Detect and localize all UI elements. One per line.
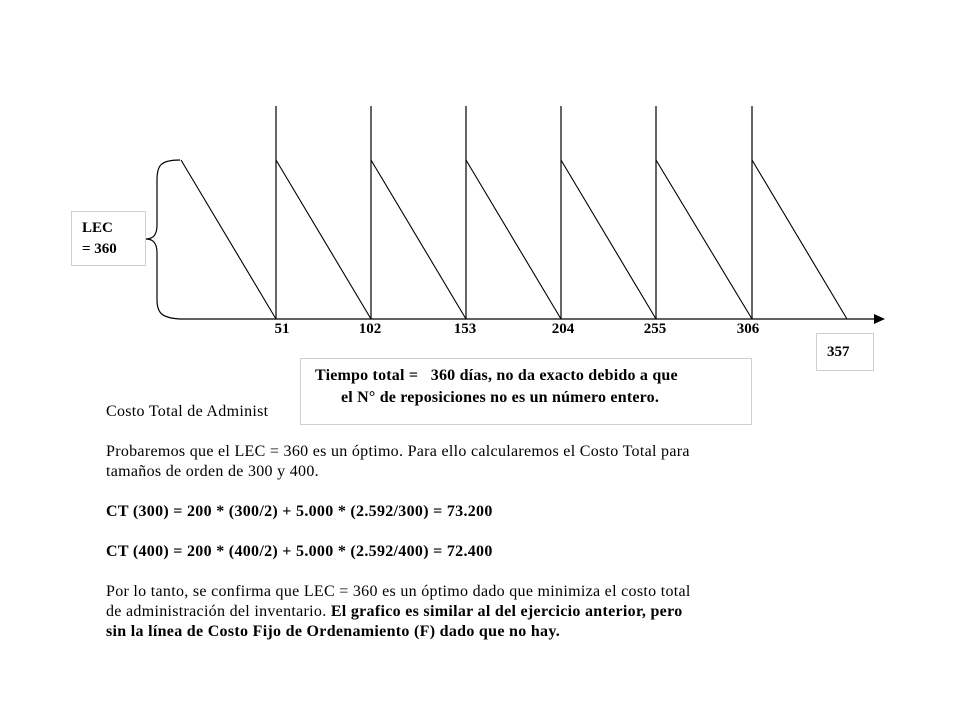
last-tick-box [816,333,874,371]
x-axis-arrow [874,314,885,324]
tick-label: 102 [358,321,382,337]
conclusion-line2-bold: El grafico es similar al del ejercicio anterior, pero [326,603,683,620]
tick-label: 153 [453,321,477,337]
lec-label-box [71,211,146,266]
tick-label: 51 [274,321,290,337]
diagonal-line [371,160,466,319]
conclusion-line2 [106,602,784,622]
conclusion-line3: sin la línea de Costo Fijo de Ordenamiento (F) dado que no hay. [106,623,561,640]
total-time-line2: el N° de reposiciones no es un número entero. [341,389,660,406]
total-time-box [300,358,752,425]
replenishment-lines [276,106,752,319]
lec-label-line1: LEC [82,220,113,236]
intro-paragraph [106,442,784,482]
diagonal-line [752,160,847,319]
conclusion-paragraph [106,582,784,642]
diagonal-line [466,160,561,319]
intro-line2: tamaños de orden de 300 y 400. [106,463,319,480]
diagonal-line [276,160,371,319]
diagonal-line [561,160,656,319]
formula-400-text: CT (400) = 200 * (400/2) + 5.000 * (2.592/400) = 72.400 [106,543,493,560]
intro-line1: Probaremos que el LEC = 360 es un óptimo. Para ello calcularemos el Costo Total para [106,443,690,460]
tick-label: 255 [643,321,667,337]
last-tick-label: 357 [827,344,850,360]
formula-300-text: CT (300) = 200 * (300/2) + 5.000 * (2.592/300) = 73.200 [106,503,493,520]
conclusion-line2-normal: de administración del inventario. [106,603,327,620]
body-text [106,402,784,662]
curly-brace [146,160,180,319]
total-time-line1: Tiempo total = 360 días, no da exacto debido a que [315,367,678,384]
conclusion-line1: Por lo tanto, se confirma que LEC = 360 es un óptimo dado que minimiza el costo total [106,583,691,600]
formula-400 [106,542,784,562]
formula-300 [106,502,784,522]
lec-label-line2: = 360 [82,241,117,257]
diagonal-line [181,160,276,319]
diagonal-line [656,160,752,319]
tick-label: 204 [551,321,575,337]
heading-text: Costo Total de Administ [106,403,269,420]
tick-label: 306 [736,321,760,337]
inventory-decline-lines [181,160,847,319]
